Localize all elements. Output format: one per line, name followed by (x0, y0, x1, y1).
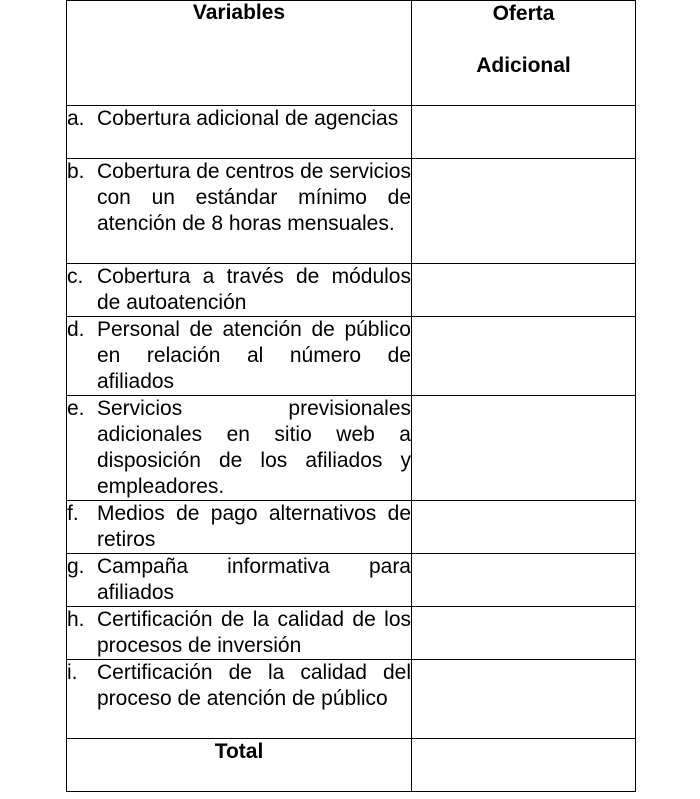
table-row (67, 264, 636, 317)
total-row (67, 739, 636, 792)
variable-cell (67, 607, 412, 660)
item-letter: i. (67, 661, 78, 684)
table-row (67, 501, 636, 554)
header-variables: Variables (67, 1, 412, 106)
table-row (67, 106, 636, 159)
header-oferta-line2: Adicional (476, 54, 571, 77)
variable-cell (67, 501, 412, 554)
oferta-cell (412, 396, 636, 501)
header-oferta-line1: Oferta (492, 2, 555, 25)
item-letter: b. (67, 160, 85, 183)
item-letter: c. (67, 265, 84, 288)
variable-cell (67, 317, 412, 396)
variable-cell (67, 106, 412, 159)
table-row (67, 159, 636, 264)
table-row (67, 554, 636, 607)
variable-cell (67, 396, 412, 501)
oferta-cell (412, 501, 636, 554)
oferta-cell (412, 159, 636, 264)
total-value-cell (412, 739, 636, 792)
variable-cell (67, 159, 412, 264)
table-row (67, 396, 636, 501)
item-letter: d. (67, 318, 85, 341)
item-letter: f. (67, 502, 79, 525)
item-letter: g. (67, 555, 85, 578)
item-text: Certificación de la calidad del proceso de atención de público (97, 661, 411, 710)
header-row (67, 1, 636, 106)
item-letter: e. (67, 397, 85, 420)
variable-cell (67, 660, 412, 739)
item-text: Cobertura de centros de servicios con un estándar mínimo de atención de 8 horas mensuales. (97, 160, 411, 235)
item-text: Personal de atención de público en relación al número de afiliados (97, 318, 411, 393)
oferta-cell (412, 106, 636, 159)
oferta-cell (412, 554, 636, 607)
item-letter: h. (67, 608, 85, 631)
item-text: Campaña informativa para afiliados (97, 555, 411, 604)
item-text: Cobertura a través de módulos de autoatención (97, 265, 411, 314)
item-letter: a. (67, 107, 85, 130)
item-text: Medios de pago alternativos de retiros (97, 502, 411, 551)
item-text: Cobertura adicional de agencias (97, 107, 399, 130)
item-text: Certificación de la calidad de los procesos de inversión (97, 608, 411, 657)
table-row (67, 660, 636, 739)
variables-table (66, 0, 636, 792)
table-row (67, 317, 636, 396)
oferta-cell (412, 317, 636, 396)
oferta-cell (412, 660, 636, 739)
total-label: Total (67, 739, 412, 792)
item-text: Servicios previsionales adicionales en sitio web a disposición de los afiliados y empleadores. (97, 397, 411, 498)
variable-cell (67, 554, 412, 607)
oferta-cell (412, 607, 636, 660)
table-row (67, 607, 636, 660)
oferta-cell (412, 264, 636, 317)
header-oferta-adicional (412, 1, 636, 106)
variable-cell (67, 264, 412, 317)
